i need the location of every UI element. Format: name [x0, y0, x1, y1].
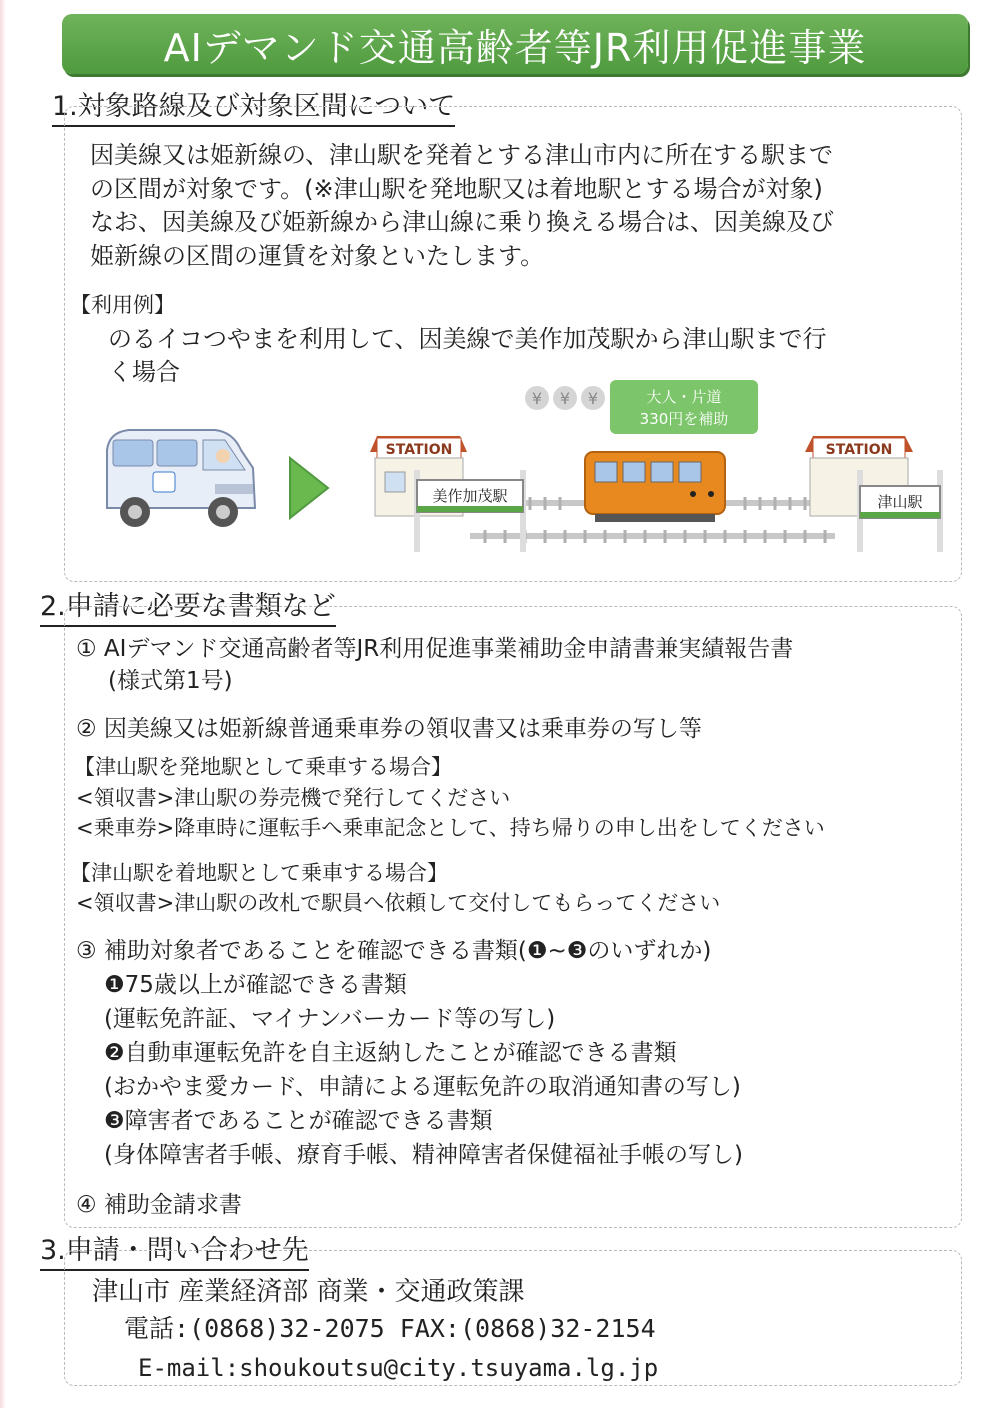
- contact-email[interactable]: E-mail:shoukoutsu@city.tsuyama.lg.jp: [138, 1354, 659, 1382]
- example-label: 【利用例】: [70, 293, 175, 317]
- subsidy-line1: 大人・片道: [646, 388, 722, 406]
- section2-heading: 2.申請に必要な書類など: [40, 590, 336, 627]
- route-illustration: [95, 380, 955, 560]
- from-station-name: 美作加茂駅: [432, 487, 508, 505]
- case2-label: 【津山駅を着地駅として乗車する場合】: [70, 861, 448, 885]
- section1-line: 因美線又は姫新線の、津山駅を発着とする津山市内に所在する駅まで: [90, 141, 834, 169]
- arrow-icon: [290, 458, 328, 518]
- case2-receipt: <領収書>津山駅の改札で駅員へ依頼して交付してもらってください: [76, 891, 721, 915]
- yen-label: ¥: [587, 389, 599, 408]
- doc-sub-3: ❸障害者であることが確認できる書類: [104, 1108, 493, 1134]
- case1-ticket: <乗車券>降車時に運転手へ乗車記念として、持ち帰りの申し出をしてください: [76, 816, 825, 840]
- doc-item-1-note: (様式第1号): [108, 668, 233, 694]
- station-nameboard-from: [417, 470, 523, 552]
- section1-line: の区間が対象です。(※津山駅を発地駅又は着地駅とする場合が対象): [90, 175, 823, 203]
- yen-label: ¥: [559, 389, 571, 408]
- section1-line: なお、因美線及び姫新線から津山線に乗り換える場合は、因美線及び: [90, 208, 834, 236]
- page-edge: [0, 0, 6, 1408]
- doc-item-1: ① AIデマンド交通高齢者等JR利用促進事業補助金申請書兼実績報告書: [76, 636, 794, 662]
- case1-receipt: <領収書>津山駅の券売機で発行してください: [76, 786, 511, 810]
- doc-sub-1-note: (運転免許証、マイナンバーカード等の写し): [104, 1006, 556, 1032]
- doc-sub-3-note: (身体障害者手帳、療育手帳、精神障害者保健福祉手帳の写し): [104, 1142, 743, 1168]
- train-icon: [585, 452, 725, 522]
- doc-item-4: ④ 補助金請求書: [76, 1192, 242, 1218]
- yen-coins-icon: [525, 386, 605, 410]
- section3-heading: 3.申請・問い合わせ先: [40, 1234, 309, 1271]
- example-line: く場合: [108, 358, 180, 386]
- doc-item-3: ③ 補助対象者であることを確認できる書類(❶~❸のいずれか): [76, 938, 712, 964]
- doc-sub-2: ❷自動車運転免許を自主返納したことが確認できる書類: [104, 1040, 677, 1066]
- example-line: のるイコつやまを利用して、因美線で美作加茂駅から津山駅まで行: [108, 325, 827, 353]
- station-sign-left: STATION: [385, 442, 453, 458]
- van-icon: [107, 430, 255, 527]
- contact-department: 津山市 産業経済部 商業・交通政策課: [92, 1277, 525, 1307]
- case1-label: 【津山駅を発地駅として乗車する場合】: [74, 755, 452, 779]
- station-sign-right: STATION: [825, 442, 893, 458]
- subsidy-badge: [610, 380, 758, 434]
- doc-sub-2-note: (おかやま愛カード、申請による運転免許の取消通知書の写し): [104, 1074, 741, 1100]
- title-banner: [62, 14, 968, 74]
- section1-heading: 1.対象路線及び対象区間について: [52, 90, 455, 127]
- contact-phone-fax: 電話:(0868)32-2075 FAX:(0868)32-2154: [124, 1314, 656, 1343]
- page-title: AIデマンド交通高齢者等JR利用促進事業: [163, 25, 867, 70]
- to-station-name: 津山駅: [877, 493, 923, 511]
- doc-item-2: ② 因美線又は姫新線普通乗車券の領収書又は乗車券の写し等: [76, 716, 702, 742]
- section1-line: 姫新線の区間の運賃を対象といたします。: [90, 242, 545, 270]
- yen-label: ¥: [531, 389, 543, 408]
- doc-sub-1: ❶75歳以上が確認できる書類: [104, 972, 407, 998]
- subsidy-line2: 330円を補助: [639, 410, 729, 428]
